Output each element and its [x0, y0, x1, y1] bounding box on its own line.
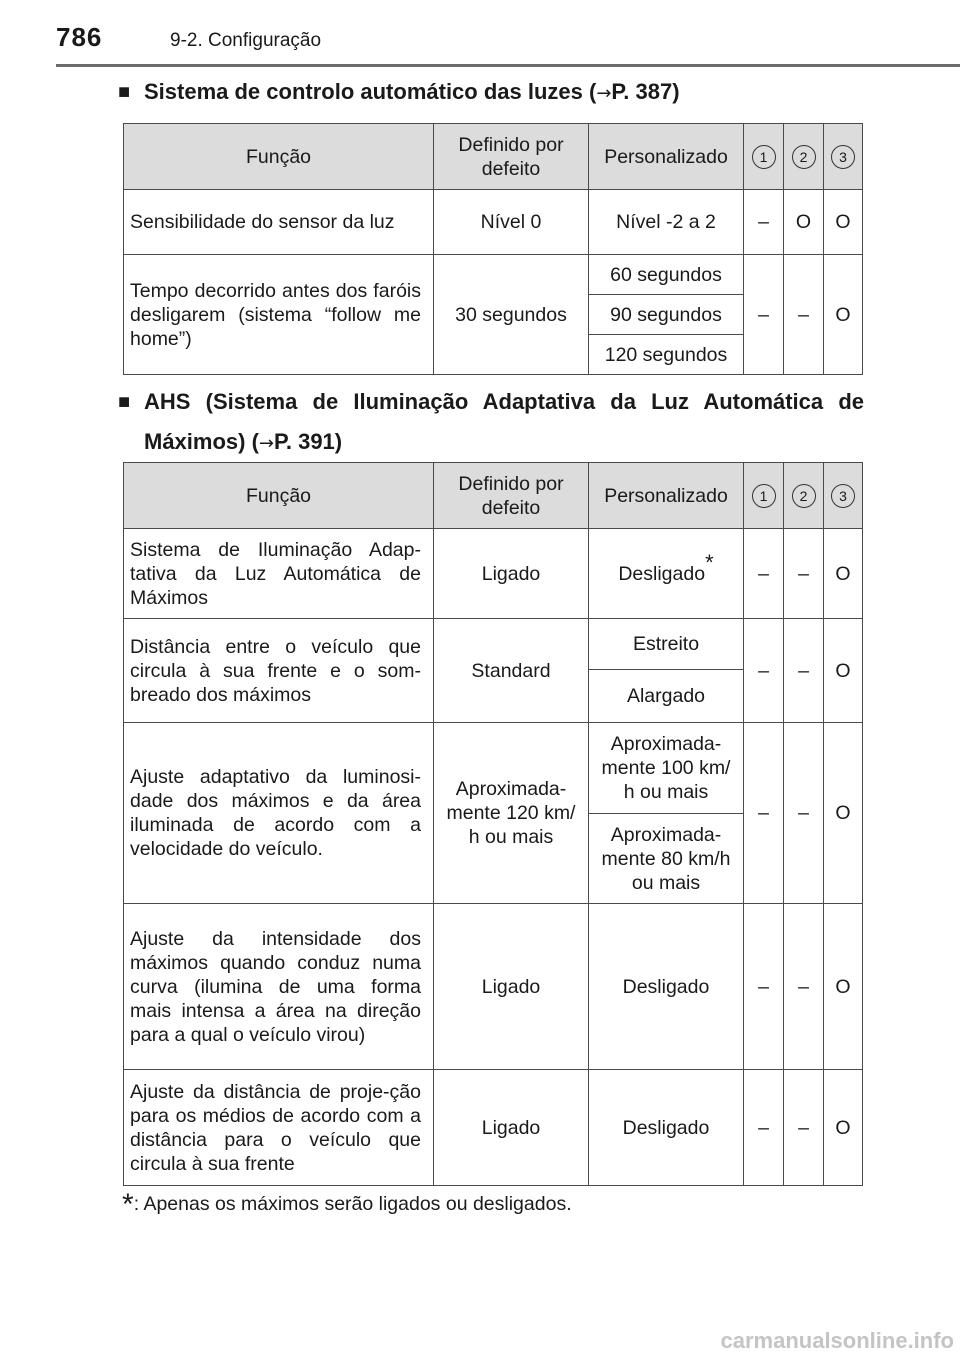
table-row — [124, 619, 863, 670]
table-row — [124, 1070, 863, 1186]
circled-3-icon: 3 — [831, 145, 855, 169]
row-c3: O — [824, 255, 863, 375]
table-row — [124, 255, 863, 295]
row-custom: Estreito — [589, 619, 744, 670]
square-bullet-icon: ■ — [118, 391, 131, 413]
row-c2: – — [784, 904, 824, 1070]
header-col-2 — [784, 124, 824, 190]
row-custom: Aproximada-mente 100 km/ h ou mais — [589, 723, 744, 814]
row-c3: O — [824, 1070, 863, 1186]
row-custom: 120 segundos — [589, 335, 744, 375]
row-c3: O — [824, 619, 863, 723]
ahs-table — [123, 462, 863, 1186]
row-custom: Aproximada-mente 80 km/h ou mais — [589, 814, 744, 904]
header-personalizado: Personalizado — [589, 124, 744, 190]
section-title-text: AHS (Sistema de Iluminação Adaptativa da Luz Automática de Máximos) ( — [144, 389, 864, 454]
row-c2: – — [784, 255, 824, 375]
row-custom: 90 segundos — [589, 295, 744, 335]
row-function: Distância entre o veículo que circula à sua frente e o som-breado dos máximos — [124, 619, 434, 723]
circled-1-icon: 1 — [752, 145, 776, 169]
section-title-ahs — [118, 382, 864, 464]
row-c1: – — [744, 255, 784, 375]
header-definido: Definido por defeito — [434, 124, 589, 190]
row-c2: – — [784, 529, 824, 619]
row-default: Ligado — [434, 529, 589, 619]
table-header-row — [124, 463, 863, 529]
watermark: carmanualsonline.info — [720, 1328, 954, 1353]
arrow-icon: → — [258, 433, 275, 454]
table-header-row — [124, 124, 863, 190]
row-default: Standard — [434, 619, 589, 723]
chapter-title: 9-2. Configuração — [170, 30, 322, 51]
section-title-light-control — [118, 72, 864, 114]
table-row — [124, 529, 863, 619]
row-c3: O — [824, 723, 863, 904]
row-function: Sistema de Iluminação Adap-tativa da Luz Automática de Máximos — [124, 529, 434, 619]
row-c3: O — [824, 904, 863, 1070]
footnote-star: * — [705, 550, 714, 575]
header-rule — [56, 64, 960, 67]
circled-2-icon: 2 — [792, 145, 816, 169]
header-col-3 — [824, 463, 863, 529]
light-control-table — [123, 123, 863, 375]
page-number: 786 — [56, 22, 103, 52]
header-funcao: Função — [124, 463, 434, 529]
row-c2: – — [784, 619, 824, 723]
section-title-text: Sistema de controlo automático das luzes ( — [144, 79, 597, 104]
header-personalizado: Personalizado — [589, 463, 744, 529]
row-custom — [589, 529, 744, 619]
row-default: Nível 0 — [434, 190, 589, 255]
row-function: Tempo decorrido antes dos faróis desligarem (sistema “follow me home”) — [124, 255, 434, 375]
row-c2: O — [784, 190, 824, 255]
header-funcao: Função — [124, 124, 434, 190]
circled-1-icon: 1 — [752, 484, 776, 508]
row-c1: – — [744, 529, 784, 619]
table-row — [124, 723, 863, 814]
row-custom: Alargado — [589, 670, 744, 723]
page-reference-link[interactable]: P. 391) — [274, 429, 343, 454]
footnote-star: * — [122, 1188, 134, 1221]
row-default: Ligado — [434, 1070, 589, 1186]
row-custom: Nível -2 a 2 — [589, 190, 744, 255]
row-c3: O — [824, 190, 863, 255]
row-custom: Desligado — [589, 1070, 744, 1186]
row-custom: 60 segundos — [589, 255, 744, 295]
row-custom-text: Desligado — [618, 562, 706, 585]
circled-2-icon: 2 — [792, 484, 816, 508]
table-row — [124, 190, 863, 255]
circled-3-icon: 3 — [831, 484, 855, 508]
row-c1: – — [744, 619, 784, 723]
arrow-icon: → — [596, 83, 612, 104]
table-row — [124, 904, 863, 1070]
header-definido: Definido por defeito — [434, 463, 589, 529]
row-function: Sensibilidade do sensor da luz — [124, 190, 434, 255]
row-c2: – — [784, 1070, 824, 1186]
row-default: Aproximada-mente 120 km/ h ou mais — [434, 723, 589, 904]
row-custom: Desligado — [589, 904, 744, 1070]
row-c1: – — [744, 190, 784, 255]
row-c1: – — [744, 1070, 784, 1186]
row-function: Ajuste da intensidade dos máximos quando conduz numa curva (ilumina de uma forma mais intensa a área na direção para a qual o veículo virou) — [124, 904, 434, 1070]
header-col-1 — [744, 463, 784, 529]
row-c1: – — [744, 904, 784, 1070]
header-col-2 — [784, 463, 824, 529]
header-col-3 — [824, 124, 863, 190]
header-col-1 — [744, 124, 784, 190]
row-c1: – — [744, 723, 784, 904]
row-function: Ajuste adaptativo da luminosi-dade dos máximos e da área iluminada de acordo com a velocidade do veículo. — [124, 723, 434, 904]
footnote — [122, 1188, 572, 1222]
row-c2: – — [784, 723, 824, 904]
footnote-text: : Apenas os máximos serão ligados ou desligados. — [133, 1193, 572, 1215]
row-c3: O — [824, 529, 863, 619]
row-default: Ligado — [434, 904, 589, 1070]
row-default: 30 segundos — [434, 255, 589, 375]
square-bullet-icon: ■ — [118, 81, 131, 103]
row-function: Ajuste da distância de proje-ção para os médios de acordo com a distância para o veículo que circula à sua frente — [124, 1070, 434, 1186]
page-reference-link[interactable]: P. 387) — [611, 79, 680, 104]
